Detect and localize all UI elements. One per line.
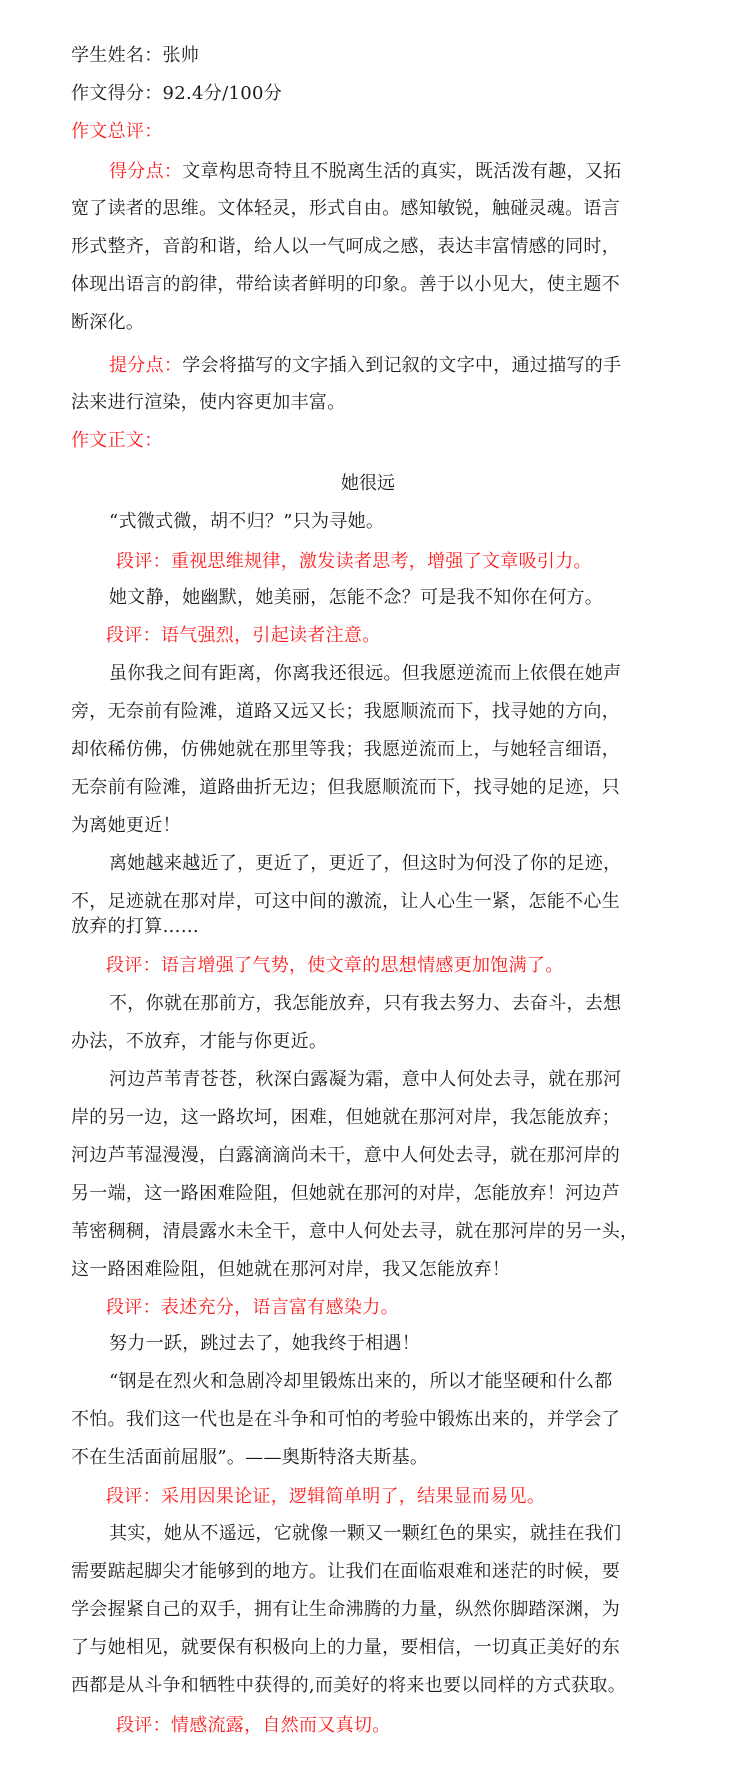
essay-line: 不怕。我们这一代也是在斗争和可怕的考验中锻炼出来的，并学会了 [71,1409,620,1430]
essay-line: 岸的另一边，这一路坎坷，困难，但她就在那河对岸，我怎能放弃； [71,1107,620,1128]
essay-line: 不，你就在那前方，我怎能放弃，只有我去努力、去奋斗，去想 [109,993,622,1014]
review-heading: 作文总评： [71,121,163,142]
essay-line: 学会握紧自己的双手，拥有让生命沸腾的力量，纵然你脚踏深渊，为 [71,1599,620,1620]
paragraph-comment: 段评：重视思维规律，激发读者思考，增强了文章吸引力。 [116,551,592,572]
essay-line: 旁，无奈前有险滩，道路又远又长；我愿顺流而下，找寻她的方向， [71,701,620,722]
strengths-line-0: 得分点：文章构思奇特且不脱离生活的真实，既活泼有趣，又拓 [109,161,622,182]
student-name-row [71,44,199,68]
essay-line: 其实，她从不遥远，它就像一颗又一颗红色的果实，就挂在我们 [109,1523,622,1544]
paragraph-comment: 段评：采用因果论证，逻辑简单明了，结果显而易见。 [106,1486,546,1507]
score-value: 92.4分/100分 [162,83,282,104]
strengths-line-1: 宽了读者的思维。文体轻灵，形式自由。感知敏锐，触碰灵魂。语言 [71,198,620,219]
paragraph-comment: 段评：情感流露，自然而又真切。 [116,1715,391,1736]
strengths-line-4: 断深化。 [71,312,145,333]
essay-line: 了与她相见，就要保有积极向上的力量，要相信，一切真正美好的东 [71,1637,620,1658]
essay-line: 不，足迹就在那对岸，可这中间的激流，让人心生一紧，怎能不心生 [71,891,620,912]
essay-line: 另一端，这一路困难险阻，但她就在那河的对岸，怎能放弃！河边芦 [71,1183,620,1204]
essay-heading: 作文正文： [71,430,163,451]
strengths-line-2: 形式整齐，音韵和谐，给人以一气呵成之感，表达丰富情感的同时， [71,236,620,257]
essay-line: 办法，不放弃，才能与你更近。 [71,1031,328,1052]
paragraph-comment: 段评：语言增强了气势，使文章的思想情感更加饱满了。 [106,955,564,976]
paragraph-comment: 段评：语气强烈，引起读者注意。 [106,625,381,646]
score-label: 作文得分： [71,83,163,104]
essay-line: 努力一跃，跳过去了，她我终于相遇！ [109,1333,421,1354]
strengths-line-3: 体现出语言的韵律，带给读者鲜明的印象。善于以小见大，使主题不 [71,274,620,295]
essay-line: 虽你我之间有距离，你离我还很远。但我愿逆流而上依偎在她声 [109,663,622,684]
essay-line: 她文静，她幽默，她美丽，怎能不念？可是我不知你在何方。 [109,587,604,608]
essay-line: 需要踮起脚尖才能够到的地方。让我们在面临艰难和迷茫的时候，要 [71,1561,620,1582]
essay-title: 她很远 [341,473,395,494]
improve-line-1: 法来进行渲染，使内容更加丰富。 [71,392,346,413]
essay-line: 河边芦苇青苍苍，秋深白露凝为霜，意中人何处去寻，就在那河 [109,1069,622,1090]
essay-line: 不在生活面前屈服”。——奥斯特洛夫斯基。 [71,1447,429,1468]
student-name-label: 学生姓名： [71,45,163,66]
essay-line: 西都是从斗争和牺牲中获得的,而美好的将来也要以同样的方式获取。 [71,1675,627,1696]
essay-line: 河边芦苇湿漫漫，白露滴滴尚未干，意中人何处去寻，就在那河岸的 [71,1145,620,1166]
essay-line: “式微式微，胡不归？”只为寻她。 [109,511,385,532]
student-name: 张帅 [162,45,200,66]
essay-line: 放弃的打算…… [71,916,200,937]
essay-line: 离她越来越近了，更近了，更近了，但这时为何没了你的足迹， [109,853,622,874]
essay-line: “钢是在烈火和急剧冷却里锻炼出来的，所以才能坚硬和什么都 [109,1371,613,1392]
strengths-label: 得分点： [109,161,183,182]
essay-line: 苇密稠稠，清晨露水未全干，意中人何处去寻，就在那河岸的另一头， [71,1221,639,1242]
essay-line: 这一路困难险阻，但她就在那河对岸，我又怎能放弃！ [71,1259,511,1280]
essay-line: 无奈前有险滩，道路曲折无边；但我愿顺流而下，找寻她的足迹，只 [71,777,620,798]
improve-label: 提分点： [109,355,183,376]
essay-line: 为离她更近！ [71,815,181,836]
improve-line-0: 提分点：学会将描写的文字插入到记叙的文字中，通过描写的手 [109,355,622,376]
essay-line: 却依稀仿佛，仿佛她就在那里等我；我愿逆流而上，与她轻言细语， [71,739,620,760]
paragraph-comment: 段评：表述充分，语言富有感染力。 [106,1297,399,1318]
score-row [71,82,282,106]
